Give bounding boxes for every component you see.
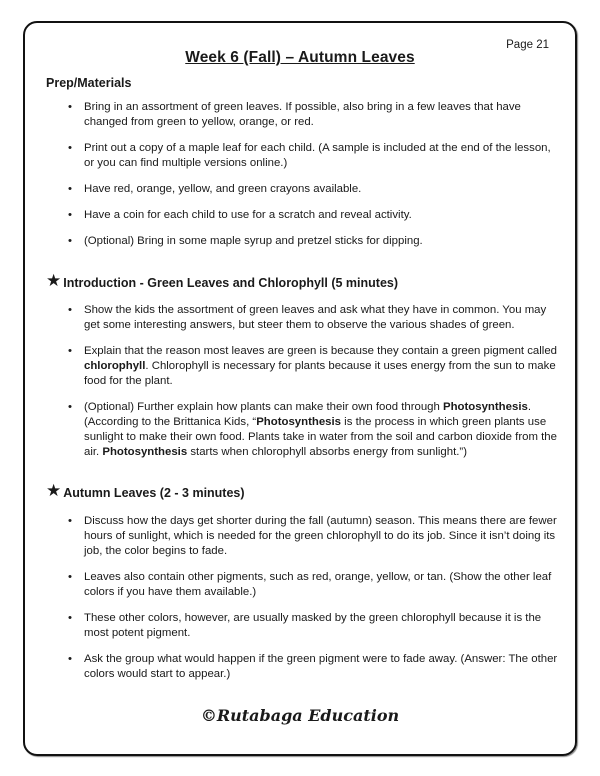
list-item: • Print out a copy of a maple leaf for each child. (A sample is included at the end of the lesson, or you can find multiple versions online.) [68,141,560,171]
prep-materials-list [68,100,560,260]
term-chlorophyll: chlorophyll [84,360,146,372]
term-photosynthesis: Photosynthesis [443,401,528,413]
list-item [68,344,560,389]
list-item [68,400,560,460]
introduction-heading-text: Introduction - Green Leaves and Chlorophyll (5 minutes) [63,275,399,290]
list-item: • Show the kids the assortment of green leaves and ask what they have in common. You may get some interesting answers, but steer them to observe the various shades of green. [68,303,560,333]
list-item: • Bring in an assortment of green leaves. If possible, also bring in a few leaves that have changed from green to yellow, orange, or red. [68,100,560,130]
text-run: starts when chlorophyll absorbs energy from sunlight.”) [187,446,467,458]
list-item: • Have a coin for each child to use for a scratch and reveal activity. [68,208,560,223]
text-run: is the process in which green plants use sunlight to make their own food. Plants take in water from the soil and carbon dioxide from the air. [84,416,557,458]
list-item: • (Optional) Bring in some maple syrup and pretzel sticks for dipping. [68,234,560,249]
introduction-list [68,303,560,471]
autumn-leaves-heading-text: Autumn Leaves (2 - 3 minutes) [63,485,245,500]
term-photosynthesis: Photosynthesis [102,446,188,458]
star-icon: ★ [46,481,62,500]
text-run: . (According to the Brittanica Kids, “ [84,401,531,428]
text-run: . Chlorophyll is necessary for plants because it uses energy from the sun to make food for the plant. [84,360,556,387]
autumn-leaves-list [68,514,560,693]
prep-materials-heading: Prep/Materials [46,76,132,90]
page-number: Page 21 [506,39,549,51]
introduction-heading [46,271,399,291]
page-title: Week 6 (Fall) – Autumn Leaves [185,49,415,66]
list-item: • These other colors, however, are usually masked by the green chlorophyll because it is the most potent pigment. [68,611,560,641]
list-item: • Ask the group what would happen if the green pigment were to fade away. (Answer: The other colors would start to appear.) [68,652,560,682]
list-item: • Leaves also contain other pigments, such as red, orange, yellow, or tan. (Show the other leaf colors if you have them available.) [68,570,560,600]
term-photosynthesis: Photosynthesis [256,416,342,428]
text-run: Explain that the reason most leaves are green is because they contain a green pigment called [84,345,558,357]
list-item: • Have red, orange, yellow, and green crayons available. [68,182,560,197]
star-icon: ★ [46,271,62,290]
autumn-leaves-heading [46,481,245,501]
text-run: (Optional) Further explain how plants can make their own food through [84,401,443,413]
copyright-footer: ©Rutabaga Education [200,706,400,725]
list-item: • Discuss how the days get shorter during the fall (autumn) season. This means there are fewer hours of sunlight, which is needed for the green chlorophyll to do its job. Since it isn’t doing its job, the color begins to fade. [68,514,560,559]
